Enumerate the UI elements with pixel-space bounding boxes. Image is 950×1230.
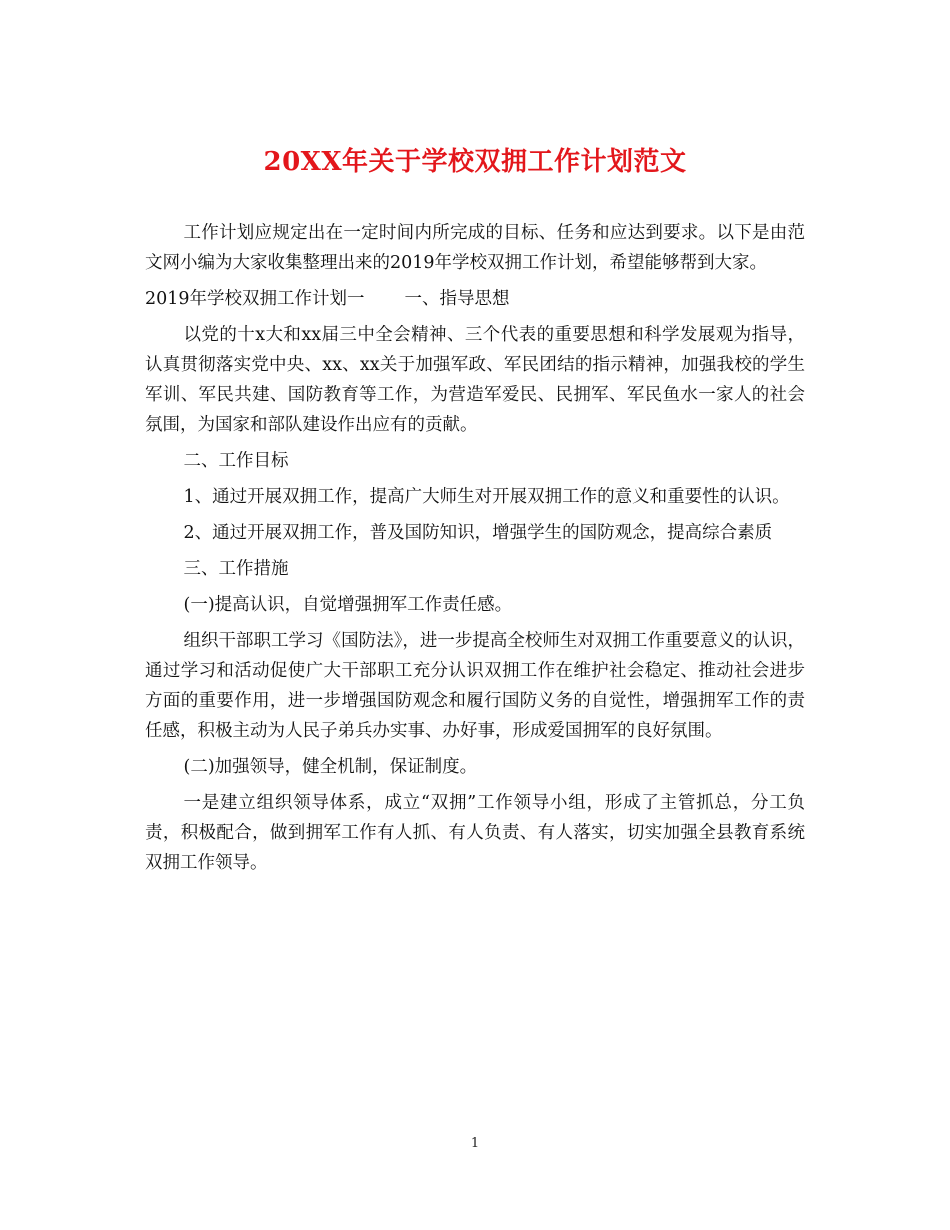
guiding-paragraph: 以党的十x大和xx届三中全会精神、三个代表的重要思想和科学发展观为指导，认真贯彻落实党中央、xx、xx关于加强军政、军民团结的指示精神，加强我校的学生军训、军民共建、国防教育等工作，为营造军爱民、民拥军、军民鱼水一家人的社会氛围，为国家和部队建设作出应有的贡献。: [145, 325, 805, 435]
plan-subtitle: 2019年学校双拥工作计划一: [145, 289, 365, 309]
document-body: [145, 218, 805, 878]
plan-heading-line: [145, 284, 805, 314]
section-heading-goals: 二、工作目标: [183, 451, 289, 471]
goal-item-1: 1、通过开展双拥工作，提高广大师生对开展双拥工作的意义和重要性的认识。: [183, 487, 790, 507]
measure-paragraph-1: 组织干部职工学习《国防法》，进一步提高全校师生对双拥工作重要意义的认识，通过学习和活动促使广大干部职工充分认识双拥工作在维护社会稳定、推动社会进步方面的重要作用，进一步增强国防观念和履行国防义务的自觉性，增强拥军工作的责任感，积极主动为人民子弟兵办实事、办好事，形成爱国拥军的良好氛围。: [145, 631, 805, 741]
section-heading-measures: 三、工作措施: [183, 559, 289, 579]
goal-item-2: 2、通过开展双拥工作，普及国防知识，增强学生的国防观念，提高综合素质: [183, 523, 773, 543]
intro-paragraph: 工作计划应规定出在一定时间内所完成的目标、任务和应达到要求。以下是由范文网小编为大家收集整理出来的2019年学校双拥工作计划，希望能够帮到大家。: [145, 223, 805, 273]
measure-heading-1: (一)提高认识，自觉增强拥军工作责任感。: [183, 595, 513, 615]
document-title: 20XX年关于学校双拥工作计划范文: [263, 147, 687, 177]
measure-paragraph-2: 一是建立组织领导体系，成立“双拥”工作领导小组，形成了主管抓总，分工负责，积极配合，做到拥军工作有人抓、有人负责、有人落实，切实加强全县教育系统双拥工作领导。: [145, 793, 805, 873]
measure-heading-2: (二)加强领导，健全机制，保证制度。: [183, 757, 478, 777]
section-heading-guiding: 一、指导思想: [404, 289, 510, 309]
page-number: 1: [470, 1136, 480, 1151]
